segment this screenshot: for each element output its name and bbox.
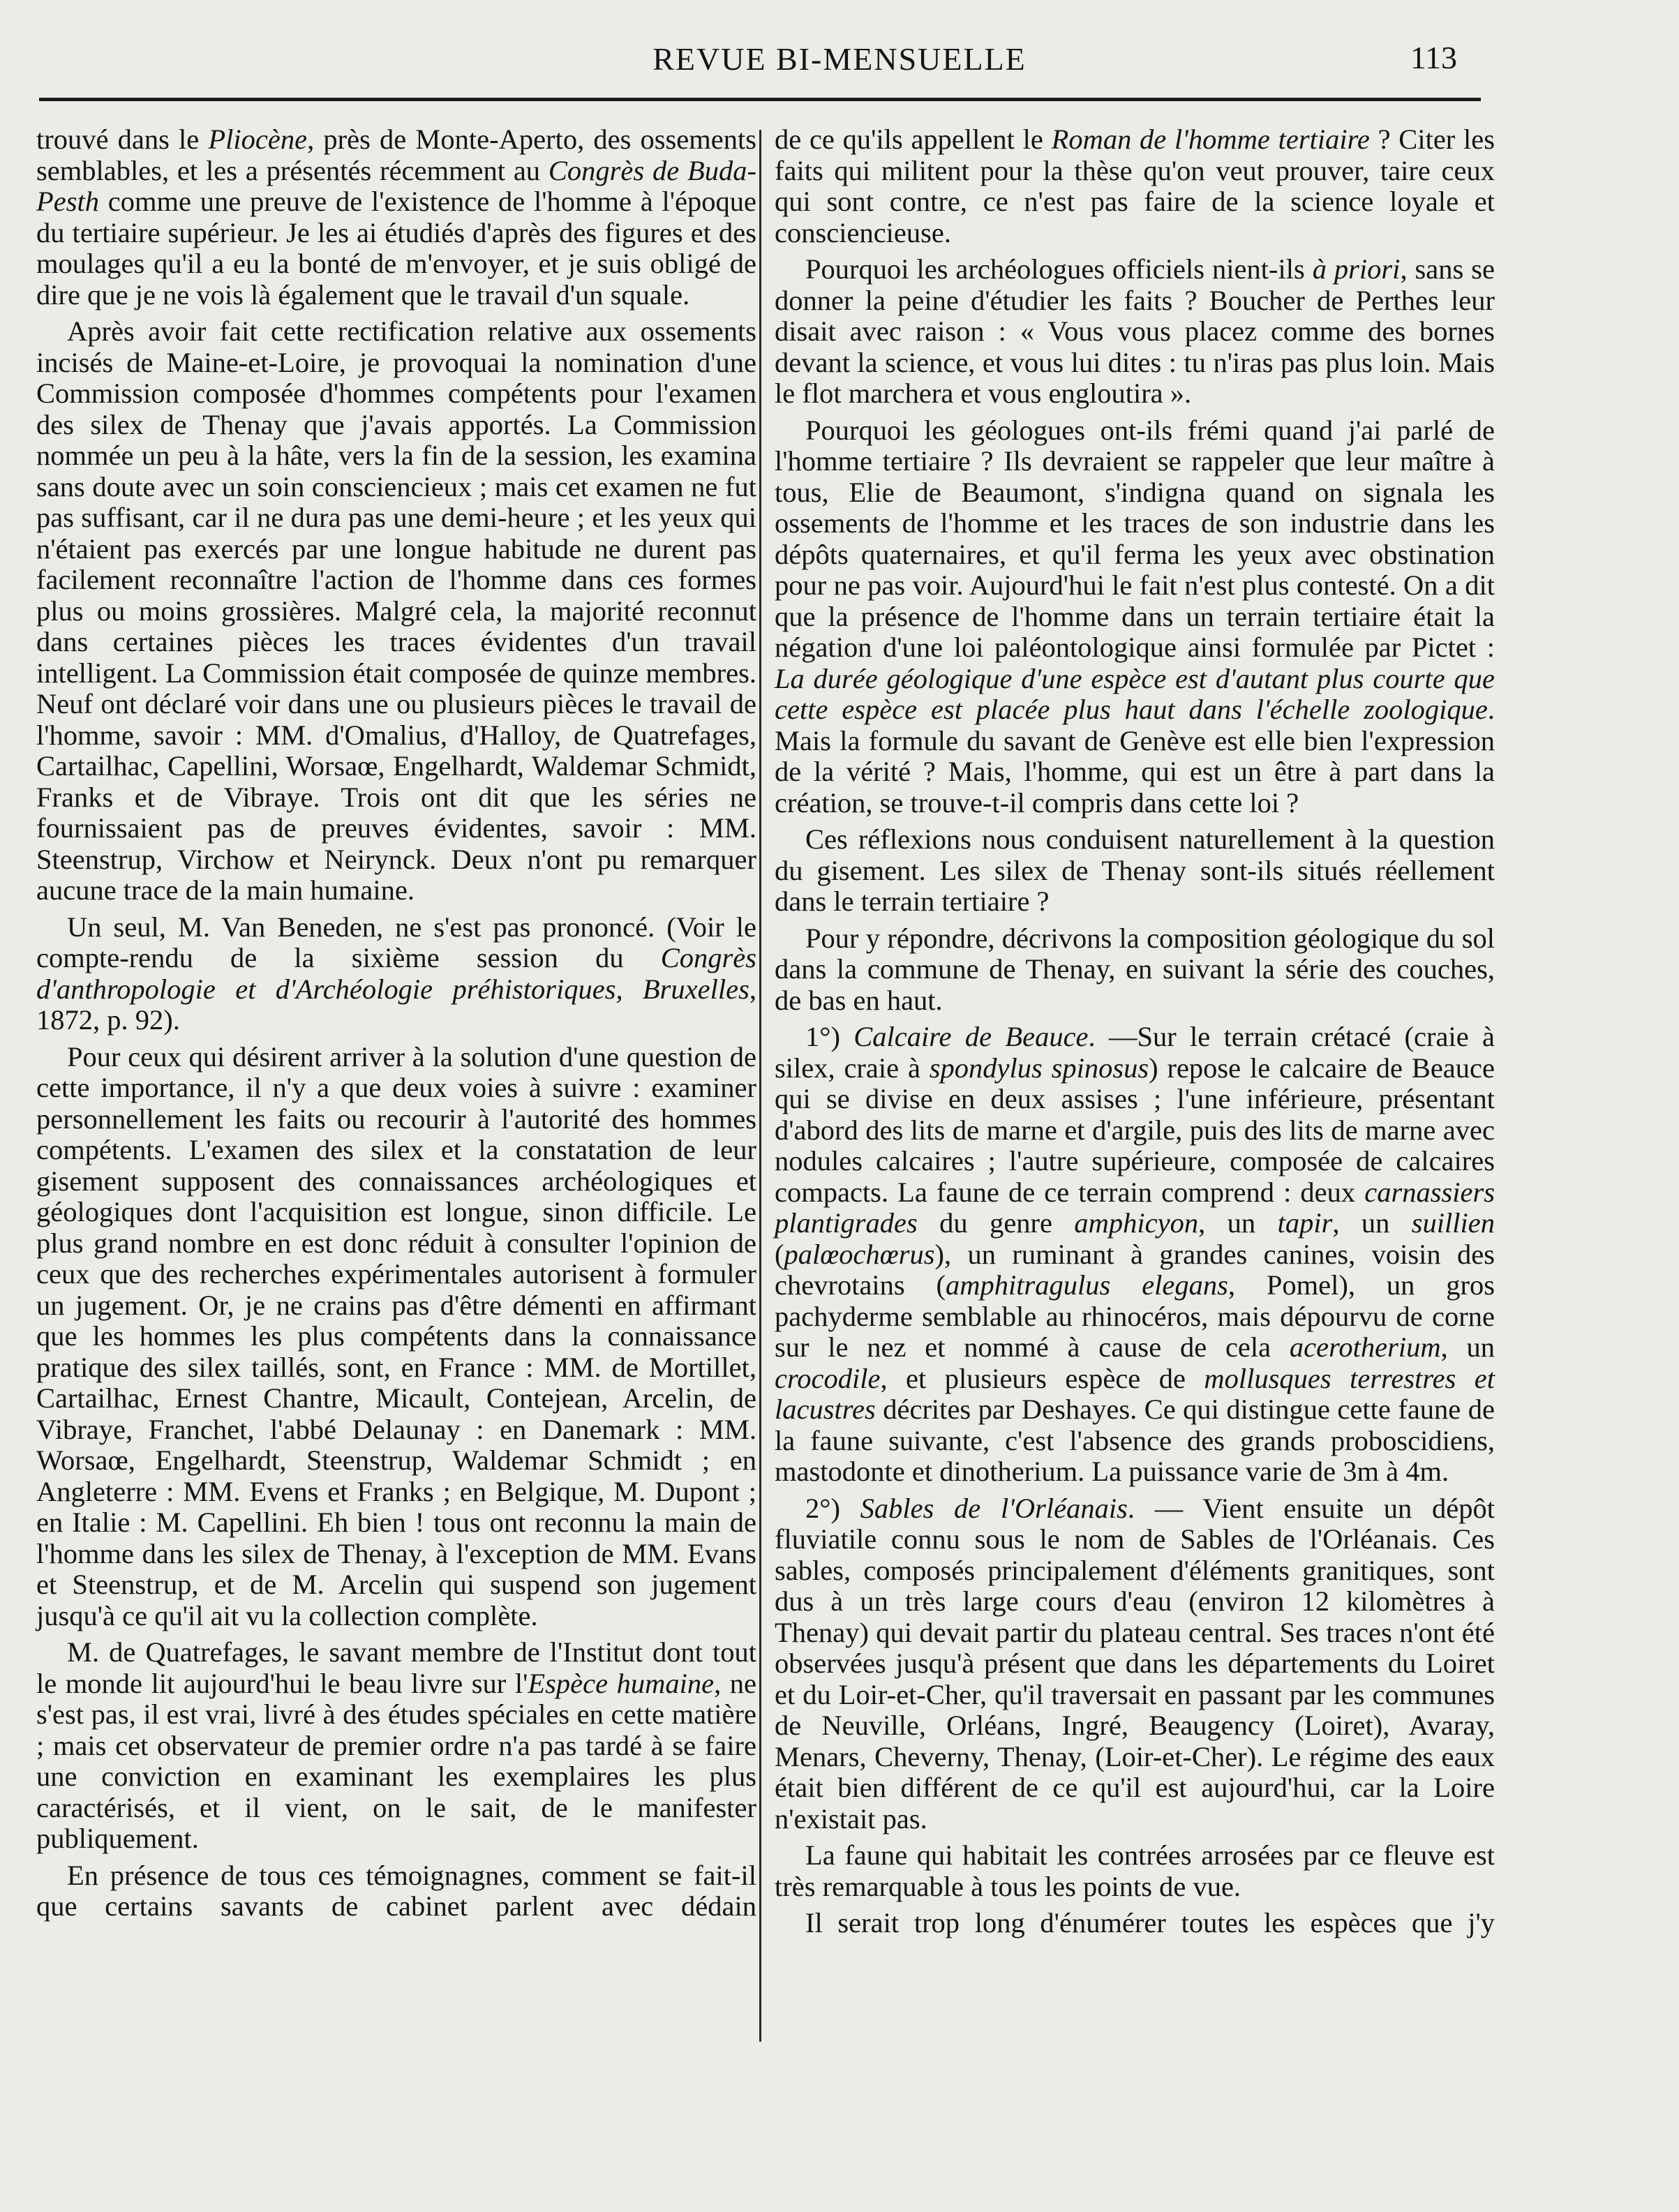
page-number: 113	[1410, 40, 1457, 75]
paragraph-9: Pourquoi les géologues ont-ils frémi quand j'ai parlé de l'homme tertiaire ? Ils devraient se rappeler que leur maître à tous, Elie de Beaumont, s'indigna quand on signala les ossements de l'homme et les traces de son industrie dans les dépôts quaternaires, et qu'il ferma les yeux avec obstination pour ne pas voir. Aujourd'hui le fait n'est plus contesté. On a dit que la présence de l'homme dans un terrain tertiaire était la négation d'une loi paléontologique ainsi formulée par Pictet : La durée géologique d'une espèce est d'autant plus courte que cette espèce est placée plus haut dans l'échelle zoologique. Mais la formule du savant de Genève est elle bien l'expression de la vérité ? Mais, l'homme, qui est un être à part dans la création, se trouve-t-il compris dans cette loi ?	[775, 414, 1495, 819]
paragraph-10: Ces réflexions nous conduisent naturellement à la question du gisement. Les silex de Thenay sont-ils situés réellement dans le terrain tertiaire ?	[775, 823, 1495, 917]
paragraph-6: En présence de tous ces témoignagnes, comment se fait-il que certains savants de cabinet parlent avec dédain	[36, 1859, 756, 1922]
paragraph-1: trouvé dans le Pliocène, près de Monte-Aperto, des ossements semblables, et les a présentés récemment au Congrès de Buda-Pesth comme une preuve de l'existence de l'homme à l'époque du tertiaire supérieur. Je les ai étudiés d'après des figures et des moulages qu'il a eu la bonté de m'envoyer, et je suis obligé de dire que je ne vois là également que le travail d'un squale.	[36, 124, 756, 311]
paragraph-13: 2°) Sables de l'Orléanais. — Vient ensuite un dépôt fluviatile connu sous le nom de Sables de l'Orléanais. Ces sables, composés principalement d'éléments granitiques, sont dus à un très large cours d'eau (environ 12 kilomètres à Thenay) qui devait partir du plateau central. Ses traces n'ont été observées jusqu'à présent que dans les départements du Loiret et du Loir-et-Cher, qu'il traversait en passant par les communes de Neuville, Orléans, Ingré, Beaugency (Loiret), Avaray, Menars, Cheverny, Thenay, (Loir-et-Cher). Le régime des eaux était bien différent de ce qu'il est aujourd'hui, car la Loire n'existait pas.	[775, 1492, 1495, 1834]
paragraph-4: Pour ceux qui désirent arriver à la solution d'une question de cette importance, il n'y a que deux voies à suivre : examiner personnellement les faits ou recourir à l'autorité des hommes compétents. L'examen des silex et la constatation de leur gisement supposent des connaissances archéologiques et géologiques dont l'acquisition est longue, sinon difficile. Le plus grand nombre en est donc réduit à consulter l'opinion de ceux que des recherches expérimentales autorisent à formuler un jugement. Or, je ne crains pas d'être démenti en affirmant que les hommes les plus compétents dans la connaissance pratique des silex taillés, sont, en France : MM. de Mortillet, Cartailhac, Ernest Chantre, Micault, Contejean, Arcelin, de Vibraye, Franchet, l'abbé Delaunay : en Danemark : MM. Worsaœ, Engelhardt, Steenstrup, Waldemar Schmidt ; en Angleterre : MM. Evens et Franks ; en Belgique, M. Dupont ; en Italie : M. Capellini. Eh bien ! tous ont reconnu la main de l'homme dans les silex de Thenay, à l'exception de MM. Evans et Steenstrup, et de M. Arcelin qui suspend son jugement jusqu'à ce qu'il ait vu la collection complète.	[36, 1040, 756, 1631]
paragraph-11: Pour y répondre, décrivons la composition géologique du sol dans la commune de Thenay, en suivant la série des couches, de bas en haut.	[775, 922, 1495, 1016]
paragraph-8: Pourquoi les archéologues officiels nient-ils à priori, sans se donner la peine d'étudier les faits ? Boucher de Perthes leur disait avec raison : « Vous vous placez comme des bornes devant la science, et vous lui dites : tu n'iras pas plus loin. Mais le flot marchera et vous engloutira ».	[775, 253, 1495, 409]
paragraph-3: Un seul, M. Van Beneden, ne s'est pas prononcé. (Voir le compte-rendu de la sixième session du Congrès d'anthropologie et d'Archéologie préhistoriques, Bruxelles, 1872, p. 92).	[36, 911, 756, 1036]
header-rule	[39, 98, 1481, 101]
paragraph-2: Après avoir fait cette rectification relative aux ossements incisés de Maine-et-Loire, je provoquai la nomination d'une Commission composée d'hommes compétents pour l'examen des silex de Thenay que j'avais apportés. La Commission nommée un peu à la hâte, vers la fin de la session, les examina sans doute avec un soin consciencieux ; mais cet examen ne fut pas suffisant, car il ne dura pas une demi-heure ; et les yeux qui n'étaient pas exercés par une longue habitude ne durent pas facilement reconnaître l'action de l'homme dans ces formes plus ou moins grossières. Malgré cela, la majorité reconnut dans certaines pièces les traces évidentes d'un travail intelligent. La Commission était composée de quinze membres. Neuf ont déclaré voir dans une ou plusieurs pièces le travail de l'homme, savoir : MM. d'Omalius, d'Halloy, de Quatrefages, Cartailhac, Capellini, Worsaœ, Engelhardt, Waldemar Schmidt, Franks et de Vibraye. Trois ont dit que les séries ne fournissaient pas de preuves évidentes, savoir : MM. Steenstrup, Virchow et Neirynck. Deux n'ont pu remarquer aucune trace de la main humaine.	[36, 315, 756, 906]
right-column	[775, 124, 1495, 1945]
paragraph-5: M. de Quatrefages, le savant membre de l'Institut dont tout le monde lit aujourd'hui le beau livre sur l'Espèce humaine, ne s'est pas, il est vrai, livré à des études spéciales en cette matière ; mais cet observateur de premier ordre n'a pas tardé à se faire une conviction en examinant les exemplaires les plus caractérisés, et il vient, on le sait, de le manifester publiquement.	[36, 1636, 757, 1854]
left-column	[36, 124, 756, 1928]
column-rule	[759, 130, 761, 2042]
paragraph-7: de ce qu'ils appellent le Roman de l'homme tertiaire ? Citer les faits qui militent pour la thèse qu'on veut prouver, taire ceux qui sont contre, ce n'est pas faire de la science loyale et consciencieuse.	[775, 124, 1495, 248]
running-title: REVUE BI-MENSUELLE	[652, 41, 1027, 77]
paragraph-15: Il serait trop long d'énumérer toutes les espèces que j'y	[805, 1907, 1495, 1938]
paragraph-14: La faune qui habitait les contrées arrosées par ce fleuve est très remarquable à tous les points de vue.	[775, 1839, 1495, 1902]
paragraph-12: 1°) Calcaire de Beauce. —Sur le terrain crétacé (craie à silex, craie à spondylus spinosus) repose le calcaire de Beauce qui se divise en deux assises ; l'une inférieure, présentant d'abord des lits de marne et d'argile, puis des lits de marne avec nodules calcaires ; l'autre supérieure, composée de calcaires compacts. La faune de ce terrain comprend : deux carnassiers plantigrades du genre amphicyon, un tapir, un suillien (palœochœrus), un ruminant à grandes canines, voisin des chevrotains (amphitragulus elegans, Pomel), un gros pachyderme semblable au rhinocéros, mais dépourvu de corne sur le nez et nommé à cause de cela acerotherium, un crocodile, et plusieurs espèce de mollusques terrestres et lacustres décrites par Deshayes. Ce qui distingue cette faune de la faune suivante, c'est l'absence des grands proboscidiens, mastodonte et dinotherium. La puissance varie de 3m à 4m.	[775, 1021, 1495, 1487]
